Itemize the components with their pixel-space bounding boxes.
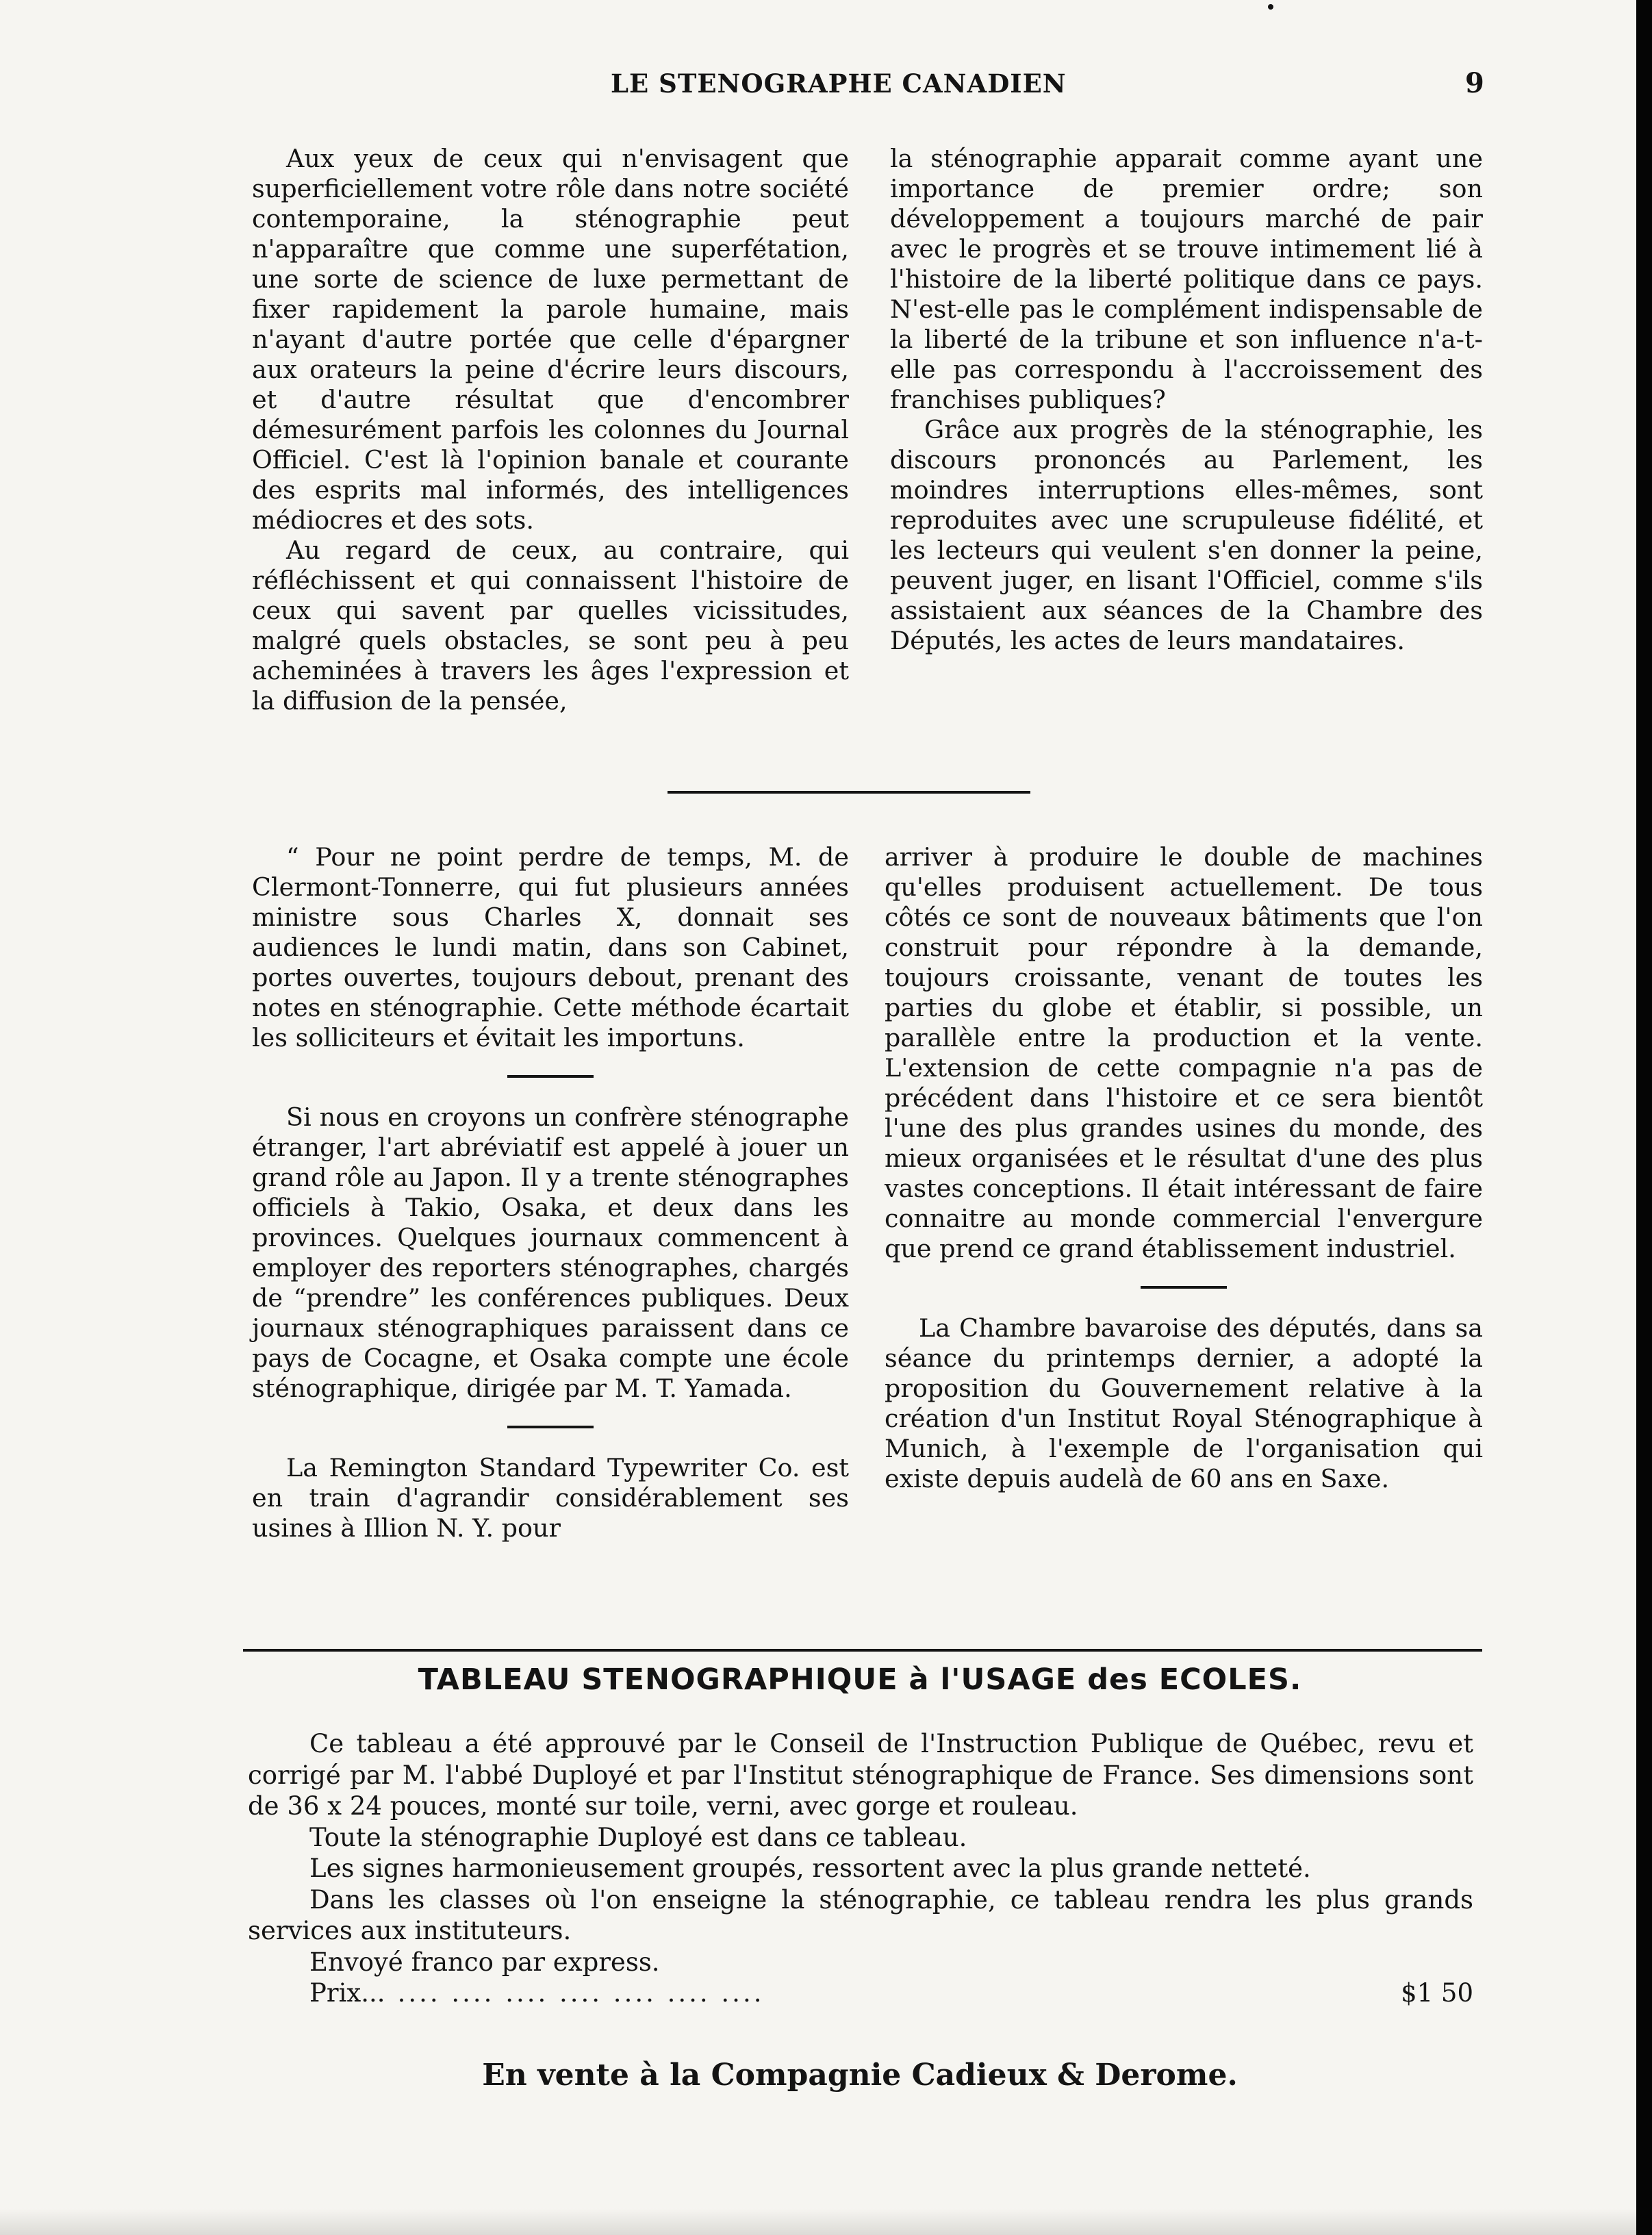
news-item-paragraph: “ Pour ne point perdre de temps, M. de Clermont-Tonnerre, qui fut plusieurs années ministre sous Charles X, donnait ses audiences le lundi matin, dans son Cabinet, portes ouvertes, toujours debout, prenant des notes en sténographie. Cette méthode écartait les solliciteurs et évitait les importuns. (252, 842, 849, 1052)
item-divider (1141, 1286, 1227, 1289)
article-paragraph: Grâce aux progrès de la sténographie, les discours prononcés au Parlement, les moindres interruptions elles-mêmes, sont reproduites avec une scrupuleuse fidélité, et les lecteurs qui veulent s'en donner la peine, peuvent juger, en lisant l'Officiel, comme s'ils assistaient aux séances de la Chambre des Députés, les actes de leurs mandataires. (890, 415, 1483, 655)
article-column-left-1 (252, 144, 849, 716)
advertisement-paragraph: Ce tableau a été approuvé par le Conseil de l'Instruction Publique de Québec, revu et corrigé par M. l'abbé Duployé et par l'Institut sténographique de France. Ses dimensions sont de 36 x 24 pouces, monté sur toile, verni, avec gorge et rouleau. (248, 1729, 1473, 1821)
article-paragraph: Aux yeux de ceux qui n'envisagent que superficiellement votre rôle dans notre société contemporaine, la sténographie peut n'apparaître que comme une superfétation, une sorte de science de luxe permettant de fixer rapidement la parole humaine, mais n'ayant d'autre portée que celle d'épargner aux orateurs la peine d'écrire leurs discours, et d'autre résultat que d'encombrer démesurément parfois les colonnes du Journal Officiel. C'est là l'opinion banale et courante des esprits mal informés, des intelligences médiocres et des sots. (252, 144, 849, 535)
item-divider (507, 1426, 594, 1428)
running-title: LE STENOGRAPHE CANADIEN (611, 68, 1067, 99)
advertisement-divider (243, 1649, 1482, 1652)
news-item-paragraph: arriver à produire le double de machines qu'elles produisent actuellement. De tous côtés ce sont de nouveaux bâtiments que l'on construit pour répondre à la demande, toujours croissante, venant de toutes les parties du globe et établir, si possible, un parallèle entre la production et la vente. L'extension de cette compagnie n'a pas de précédent dans l'histoire et ce sera bientôt l'une des plus grandes usines du monde, des mieux organisées et le résultat d'une des plus vastes conceptions. Il était intéressant de faire connaitre au monde commercial l'envergure que prend ce grand établissement industriel. (885, 842, 1483, 1263)
news-item-paragraph: Si nous en croyons un confrère sténographe étranger, l'art abréviatif est appelé à jouer un grand rôle au Japon. Il y a trente sténographes officiels à Takio, Osaka, et deux dans les provinces. Quelques journaux commencent à employer des reporters sténographes, chargés de “prendre” les conférences publiques. Deux journaux sténographiques paraissent dans ce pays de Cocagne, et Osaka compte une école sténographique, dirigée par M. T. Yamada. (252, 1102, 849, 1403)
news-column-right (885, 842, 1483, 1494)
speck-mark (1268, 4, 1273, 10)
price-label: Prix... (309, 1978, 385, 2008)
advertisement-paragraph: Toute la sténographie Duployé est dans ce tableau. (309, 1822, 967, 1852)
article-paragraph: Au regard de ceux, au contraire, qui réfléchissent et qui connaissent l'histoire de ceux qui savent par quelles vicissitudes, malgré quels obstacles, se sont peu à peu acheminées à travers les âges l'expression et la diffusion de la pensée, (252, 535, 849, 716)
article-paragraph: la sténographie apparait comme ayant une importance de premier ordre; son développement a toujours marché de pair avec le progrès et se trouve intimement lié à l'histoire de la liberté politique dans ce pays. N'est-elle pas le complément indispensable de la liberté de la tribune et son influence n'a-t-elle pas correspondu à l'accroissement des franchises publiques? (890, 144, 1483, 414)
scan-border (1636, 0, 1652, 2235)
news-column-left (252, 842, 849, 1543)
price-line (248, 1978, 1473, 2009)
sale-notice: En vente à la Compagnie Cadieux & Derome. (482, 2058, 1238, 2093)
advertisement-paragraph: Dans les classes où l'on enseigne la sténographie, ce tableau rendra les plus grands services aux instituteurs. (248, 1884, 1473, 1945)
page-number: 9 (1465, 67, 1484, 99)
section-divider (668, 791, 1030, 794)
price-value: $1 50 (1401, 1978, 1473, 2008)
item-divider (507, 1075, 594, 1078)
price-leader-dots: .... .... .... .... .... .... .... (397, 1978, 765, 2008)
advertisement-paragraph: Envoyé franco par express. (309, 1947, 660, 1977)
article-column-right-1 (890, 144, 1483, 656)
advertisement-body (248, 1728, 1473, 2009)
page-bottom-edge (0, 2208, 1636, 2235)
advertisement-paragraph: Les signes harmonieusement groupés, ressortent avec la plus grande netteté. (309, 1854, 1311, 1883)
advertisement-title: TABLEAU STENOGRAPHIQUE à l'USAGE des ECOLES. (418, 1663, 1302, 1697)
news-item-paragraph: La Chambre bavaroise des députés, dans sa séance du printemps dernier, a adopté la proposition du Gouvernement relative à la création d'un Institut Royal Sténographique à Munich, à l'exemple de l'organisation qui existe depuis audelà de 60 ans en Saxe. (885, 1313, 1483, 1493)
news-item-paragraph: La Remington Standard Typewriter Co. est en train d'agrandir considérablement ses usines à Illion N. Y. pour (252, 1453, 849, 1543)
